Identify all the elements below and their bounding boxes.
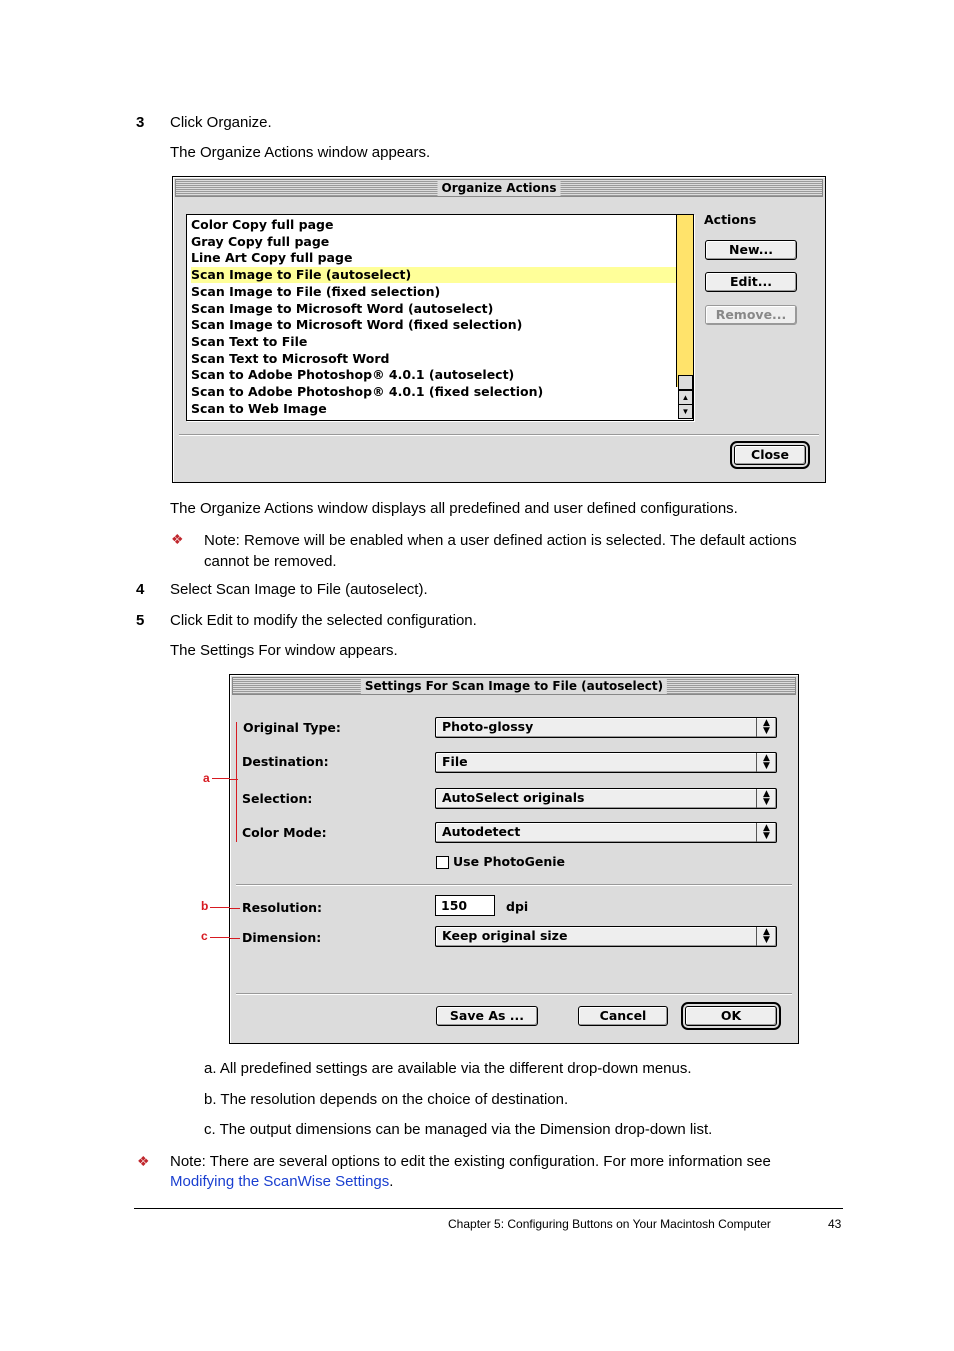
- close-button[interactable]: Close: [734, 445, 806, 465]
- actions-heading: Actions: [704, 212, 757, 227]
- original-type-select[interactable]: [435, 717, 777, 738]
- callout-b-label: b: [201, 899, 209, 913]
- footer-chapter: Chapter 5: Configuring Buttons on Your Macintosh Computer: [448, 1217, 771, 1231]
- destination-select[interactable]: [435, 752, 777, 773]
- action-list-item[interactable]: Scan Image to Microsoft Word (autoselect): [191, 300, 494, 316]
- action-list-item[interactable]: Scan Image to File (autoselect): [191, 267, 676, 283]
- action-list-item[interactable]: Line Art Copy full page: [191, 250, 353, 266]
- caption-b: b. The resolution depends on the choice of destination.: [204, 1091, 569, 1108]
- modifying-settings-link[interactable]: Modifying the ScanWise Settings: [170, 1173, 390, 1190]
- note-remove: Note: Remove will be enabled when a user defined action is selected. The default actions cannot be removed.: [204, 532, 797, 570]
- new-button[interactable]: New...: [705, 240, 797, 260]
- organize-actions-window: [172, 176, 826, 483]
- resolution-input[interactable]: 150: [435, 895, 495, 916]
- settings-window: [229, 674, 799, 1044]
- window-title: Organize Actions: [438, 180, 561, 196]
- updown-arrows-icon: ▲ ▼: [756, 789, 776, 808]
- scroll-thumb[interactable]: [678, 375, 693, 390]
- step-text: Click Edit to modify the selected configuration.: [170, 612, 477, 629]
- color-mode-label: Color Mode:: [242, 825, 327, 840]
- window-title: Settings For Scan Image to File (autoselect): [361, 678, 667, 694]
- callout-a-line: [230, 779, 238, 780]
- destination-value: File: [442, 754, 468, 769]
- action-list-item[interactable]: Scan to Adobe Photoshop® 4.0.1 (autoselect): [191, 367, 515, 383]
- note-icon: ❖: [137, 1153, 150, 1169]
- action-list-item[interactable]: Scan to Web Image: [191, 400, 327, 416]
- callout-c-connector: [210, 937, 230, 938]
- dimension-select[interactable]: [435, 926, 777, 947]
- callout-b-line: [230, 908, 240, 909]
- cancel-button[interactable]: Cancel: [578, 1006, 668, 1026]
- ok-button[interactable]: OK: [685, 1006, 777, 1026]
- step-text: Click Organize.: [170, 114, 272, 131]
- callout-c-label: c: [201, 929, 208, 943]
- footer-page-number: 43: [828, 1217, 842, 1231]
- action-list-item[interactable]: Scan Image to Microsoft Word (fixed selection): [191, 317, 523, 333]
- resolution-unit: dpi: [506, 899, 529, 914]
- action-list-item[interactable]: Scan Text to File: [191, 333, 308, 349]
- action-list-item[interactable]: Gray Copy full page: [191, 233, 330, 249]
- scroll-up-arrow[interactable]: ▲: [678, 390, 693, 405]
- photogenie-checkbox[interactable]: [436, 856, 449, 869]
- original-type-value: Photo-glossy: [442, 719, 534, 734]
- action-list-item[interactable]: Scan Text to Microsoft Word: [191, 350, 390, 366]
- action-list-item[interactable]: Scan Image to File (fixed selection): [191, 283, 441, 299]
- save-as-button[interactable]: Save As ...: [436, 1006, 538, 1026]
- note-more-info: [170, 1152, 850, 1192]
- edit-button[interactable]: Edit...: [705, 272, 797, 292]
- step-subtext: The Settings For window appears.: [170, 642, 398, 659]
- dimension-value: Keep original size: [442, 928, 568, 943]
- selection-select[interactable]: [435, 788, 777, 809]
- window-divider: [179, 434, 819, 436]
- photogenie-label: Use PhotoGenie: [453, 854, 566, 869]
- footer-rule: [134, 1208, 843, 1209]
- remove-button[interactable]: Remove...: [705, 305, 797, 325]
- actions-list[interactable]: [186, 214, 694, 421]
- color-mode-value: Autodetect: [442, 824, 521, 839]
- callout-a-label: a: [203, 771, 210, 785]
- original-type-label: Original Type:: [243, 720, 341, 735]
- color-mode-select[interactable]: [435, 822, 777, 843]
- step-number: 4: [136, 581, 145, 598]
- window-divider: [236, 993, 792, 995]
- caption-c: c. The output dimensions can be managed via the Dimension drop-down list.: [204, 1121, 713, 1138]
- window-titlebar: [175, 179, 823, 197]
- step-number: 3: [136, 114, 145, 131]
- callout-a-connector: [212, 778, 230, 779]
- destination-label: Destination:: [242, 754, 329, 769]
- updown-arrows-icon: ▲ ▼: [756, 823, 776, 842]
- note-icon: ❖: [171, 531, 184, 547]
- step-number: 5: [136, 612, 145, 629]
- dimension-label: Dimension:: [242, 930, 322, 945]
- caption-a: a. All predefined settings are available via the different drop-down menus.: [204, 1060, 692, 1077]
- note-end: .: [389, 1173, 394, 1190]
- updown-arrows-icon: ▲ ▼: [756, 927, 776, 946]
- scroll-down-arrow[interactable]: ▼: [678, 404, 693, 419]
- selection-label: Selection:: [242, 791, 313, 806]
- updown-arrows-icon: ▲ ▼: [756, 753, 776, 772]
- callout-c-line: [230, 938, 240, 939]
- callout-a-bracket: [236, 722, 237, 842]
- step-text: Select Scan Image to File (autoselect).: [170, 581, 428, 598]
- action-list-item[interactable]: Scan to Adobe Photoshop® 4.0.1 (fixed selection): [191, 384, 544, 399]
- selection-value: AutoSelect originals: [442, 790, 585, 805]
- window-titlebar: [232, 677, 796, 695]
- window-divider: [236, 884, 792, 886]
- list-scrollbar[interactable]: [676, 215, 693, 387]
- step-subtext: The Organize Actions window appears.: [170, 144, 431, 161]
- updown-arrows-icon: ▲ ▼: [756, 718, 776, 737]
- note-text: Note: There are several options to edit the existing configuration. For more information see: [170, 1153, 771, 1170]
- action-list-item[interactable]: Color Copy full page: [191, 217, 334, 232]
- organize-description: The Organize Actions window displays all predefined and user defined configurations.: [170, 500, 738, 517]
- resolution-label: Resolution:: [242, 900, 323, 915]
- callout-b-connector: [210, 907, 230, 908]
